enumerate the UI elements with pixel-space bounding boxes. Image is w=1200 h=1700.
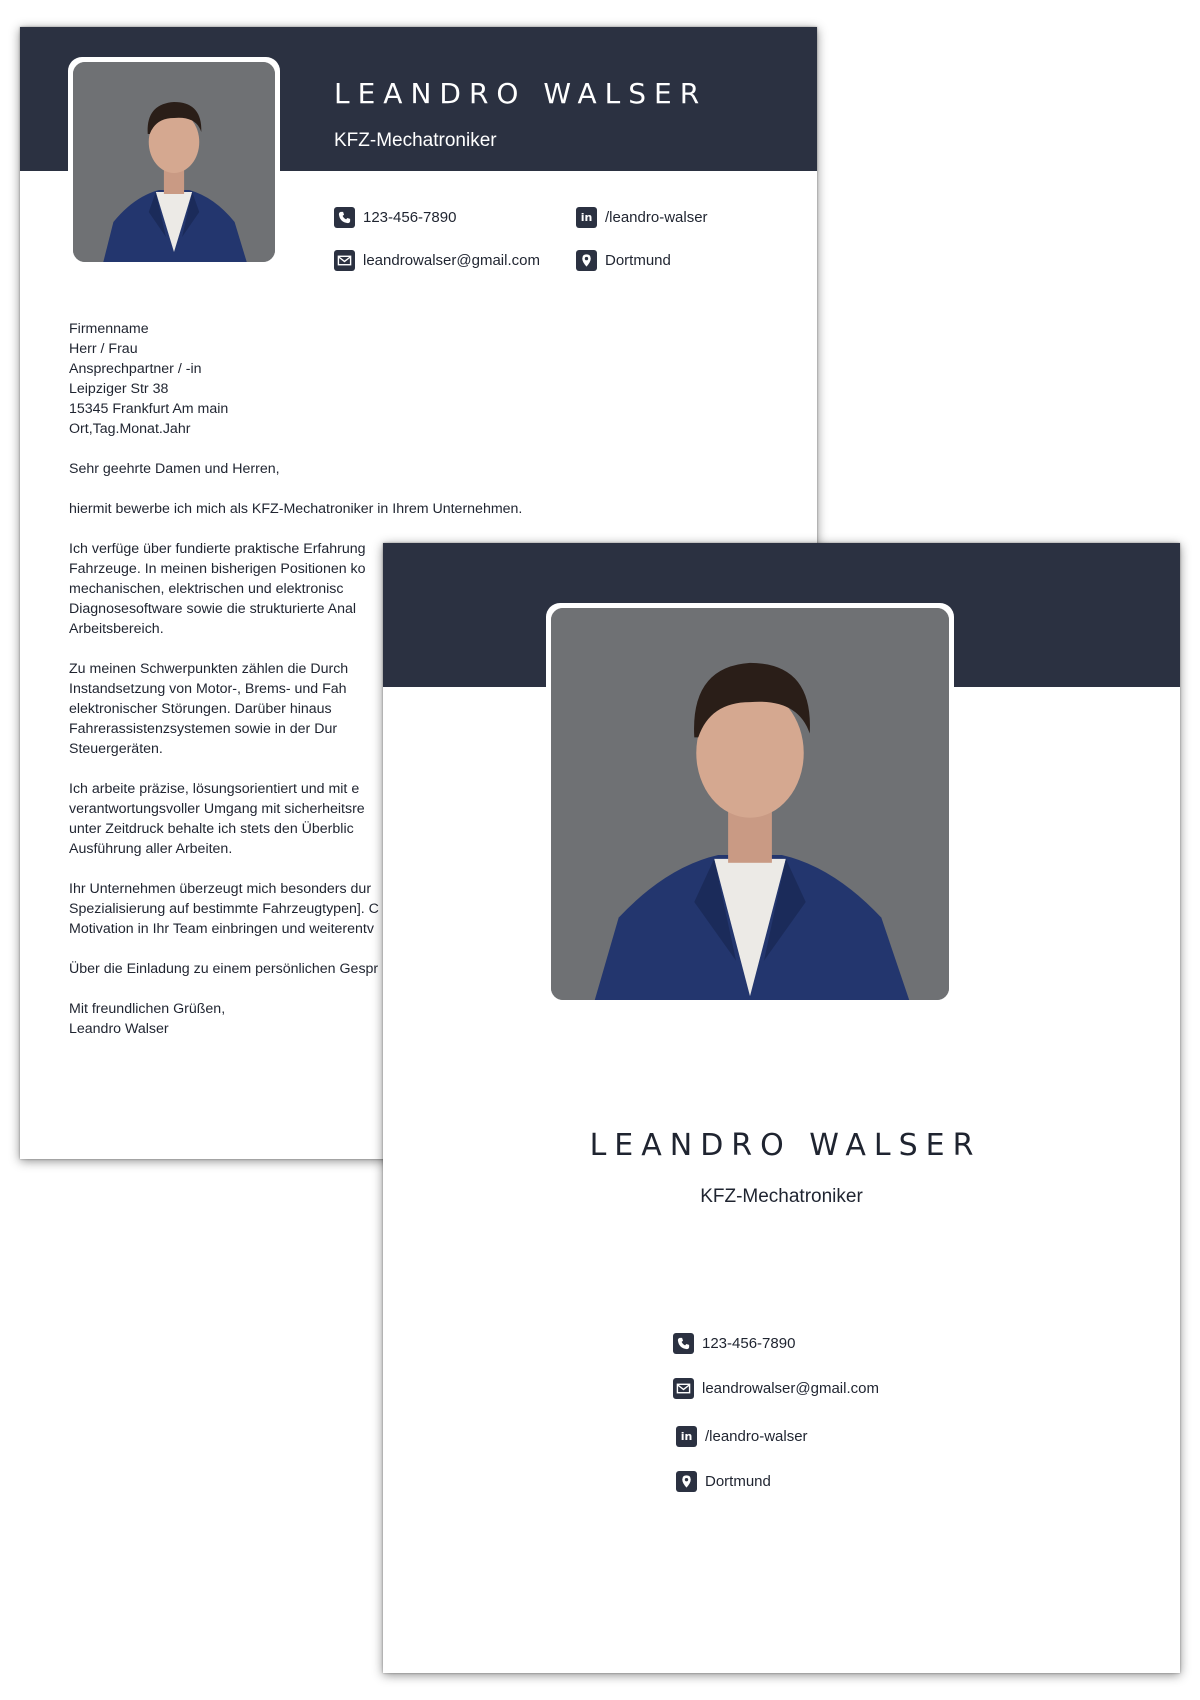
address-line: Herr / Frau xyxy=(69,341,138,357)
paragraph-line: Spezialisierung auf bestimmte Fahrzeugtypen]. C xyxy=(69,901,379,917)
paragraph-line: Ausführung aller Arbeiten. xyxy=(69,841,233,857)
paragraph-line: Steuergeräten. xyxy=(69,741,163,757)
paragraph-line: Instandsetzung von Motor-, Brems- und Fah xyxy=(69,681,347,697)
address-line: Firmenname xyxy=(69,321,149,337)
header-name: LEANDRO WALSER xyxy=(334,77,708,110)
cover-job-title: KFZ-Mechatroniker xyxy=(700,1186,863,1207)
envelope-icon xyxy=(673,1378,694,1399)
portrait-illustration xyxy=(551,608,949,1000)
phone-text: 123-456-7890 xyxy=(702,1335,796,1352)
address-line: Leipziger Str 38 xyxy=(69,381,169,397)
contact-linkedin[interactable] xyxy=(576,207,708,228)
intro-line: hiermit bewerbe ich mich als KFZ-Mechatroniker in Ihrem Unternehmen. xyxy=(69,501,523,517)
paragraph-line: Fahrzeuge. In meinen bisherigen Positionen ko xyxy=(69,561,366,577)
email-text: leandrowalser@gmail.com xyxy=(363,252,540,269)
linkedin-text: /leandro-walser xyxy=(605,209,708,226)
map-pin-icon xyxy=(576,250,597,271)
paragraph-line: Ich verfüge über fundierte praktische Erfahrung xyxy=(69,541,366,557)
contact-linkedin[interactable] xyxy=(676,1426,808,1447)
address-line: Ansprechpartner / -in xyxy=(69,361,202,377)
contact-location xyxy=(576,250,671,271)
phone-text: 123-456-7890 xyxy=(363,209,457,226)
profile-photo-frame xyxy=(68,57,280,267)
cv-cover-page xyxy=(383,543,1180,1673)
location-text: Dortmund xyxy=(705,1473,771,1490)
phone-icon xyxy=(673,1333,694,1354)
location-text: Dortmund xyxy=(605,252,671,269)
paragraph-line: Über die Einladung zu einem persönlichen Gespr xyxy=(69,961,379,977)
paragraph-line: Motivation in Ihr Team einbringen und weiterentv xyxy=(69,921,374,937)
paragraph-line: Zu meinen Schwerpunkten zählen die Durch xyxy=(69,661,349,677)
contact-phone[interactable] xyxy=(673,1333,795,1354)
signature: Leandro Walser xyxy=(69,1021,169,1037)
cover-name: LEANDRO WALSER xyxy=(589,1128,982,1163)
paragraph-line: Diagnosesoftware sowie die strukturierte Anal xyxy=(69,601,357,617)
profile-photo-frame xyxy=(546,603,954,1005)
email-text: leandrowalser@gmail.com xyxy=(702,1380,879,1397)
linkedin-icon: in xyxy=(676,1426,697,1447)
linkedin-icon: in xyxy=(576,207,597,228)
portrait-illustration xyxy=(73,62,275,262)
address-line: 15345 Frankfurt Am main xyxy=(69,401,229,417)
header-job-title: KFZ-Mechatroniker xyxy=(334,130,497,151)
paragraph-line: elektronischer Störungen. Darüber hinaus xyxy=(69,701,332,717)
phone-icon xyxy=(334,207,355,228)
contact-location xyxy=(676,1471,771,1492)
paragraph-line: Ihr Unternehmen überzeugt mich besonders dur xyxy=(69,881,372,897)
paragraph-line: unter Zeitdruck behalte ich stets den Überblic xyxy=(69,821,354,837)
paragraph-line: verantwortungsvoller Umgang mit sicherheitsre xyxy=(69,801,365,817)
envelope-icon xyxy=(334,250,355,271)
linkedin-text: /leandro-walser xyxy=(705,1428,808,1445)
contact-phone[interactable] xyxy=(334,207,456,228)
closing: Mit freundlichen Grüßen, xyxy=(69,1001,226,1017)
paragraph-line: Ich arbeite präzise, lösungsorientiert und mit e xyxy=(69,781,360,797)
paragraph-line: Fahrerassistenzsystemen sowie in der Dur xyxy=(69,721,338,737)
profile-photo xyxy=(73,62,275,262)
paragraph-line: mechanischen, elektrischen und elektronisc xyxy=(69,581,344,597)
date-line: Ort,Tag.Monat.Jahr xyxy=(69,421,191,437)
contact-email[interactable] xyxy=(673,1378,879,1399)
contact-email[interactable] xyxy=(334,250,540,271)
salutation: Sehr geehrte Damen und Herren, xyxy=(69,461,280,477)
map-pin-icon xyxy=(676,1471,697,1492)
paragraph-line: Arbeitsbereich. xyxy=(69,621,164,637)
profile-photo xyxy=(551,608,949,1000)
